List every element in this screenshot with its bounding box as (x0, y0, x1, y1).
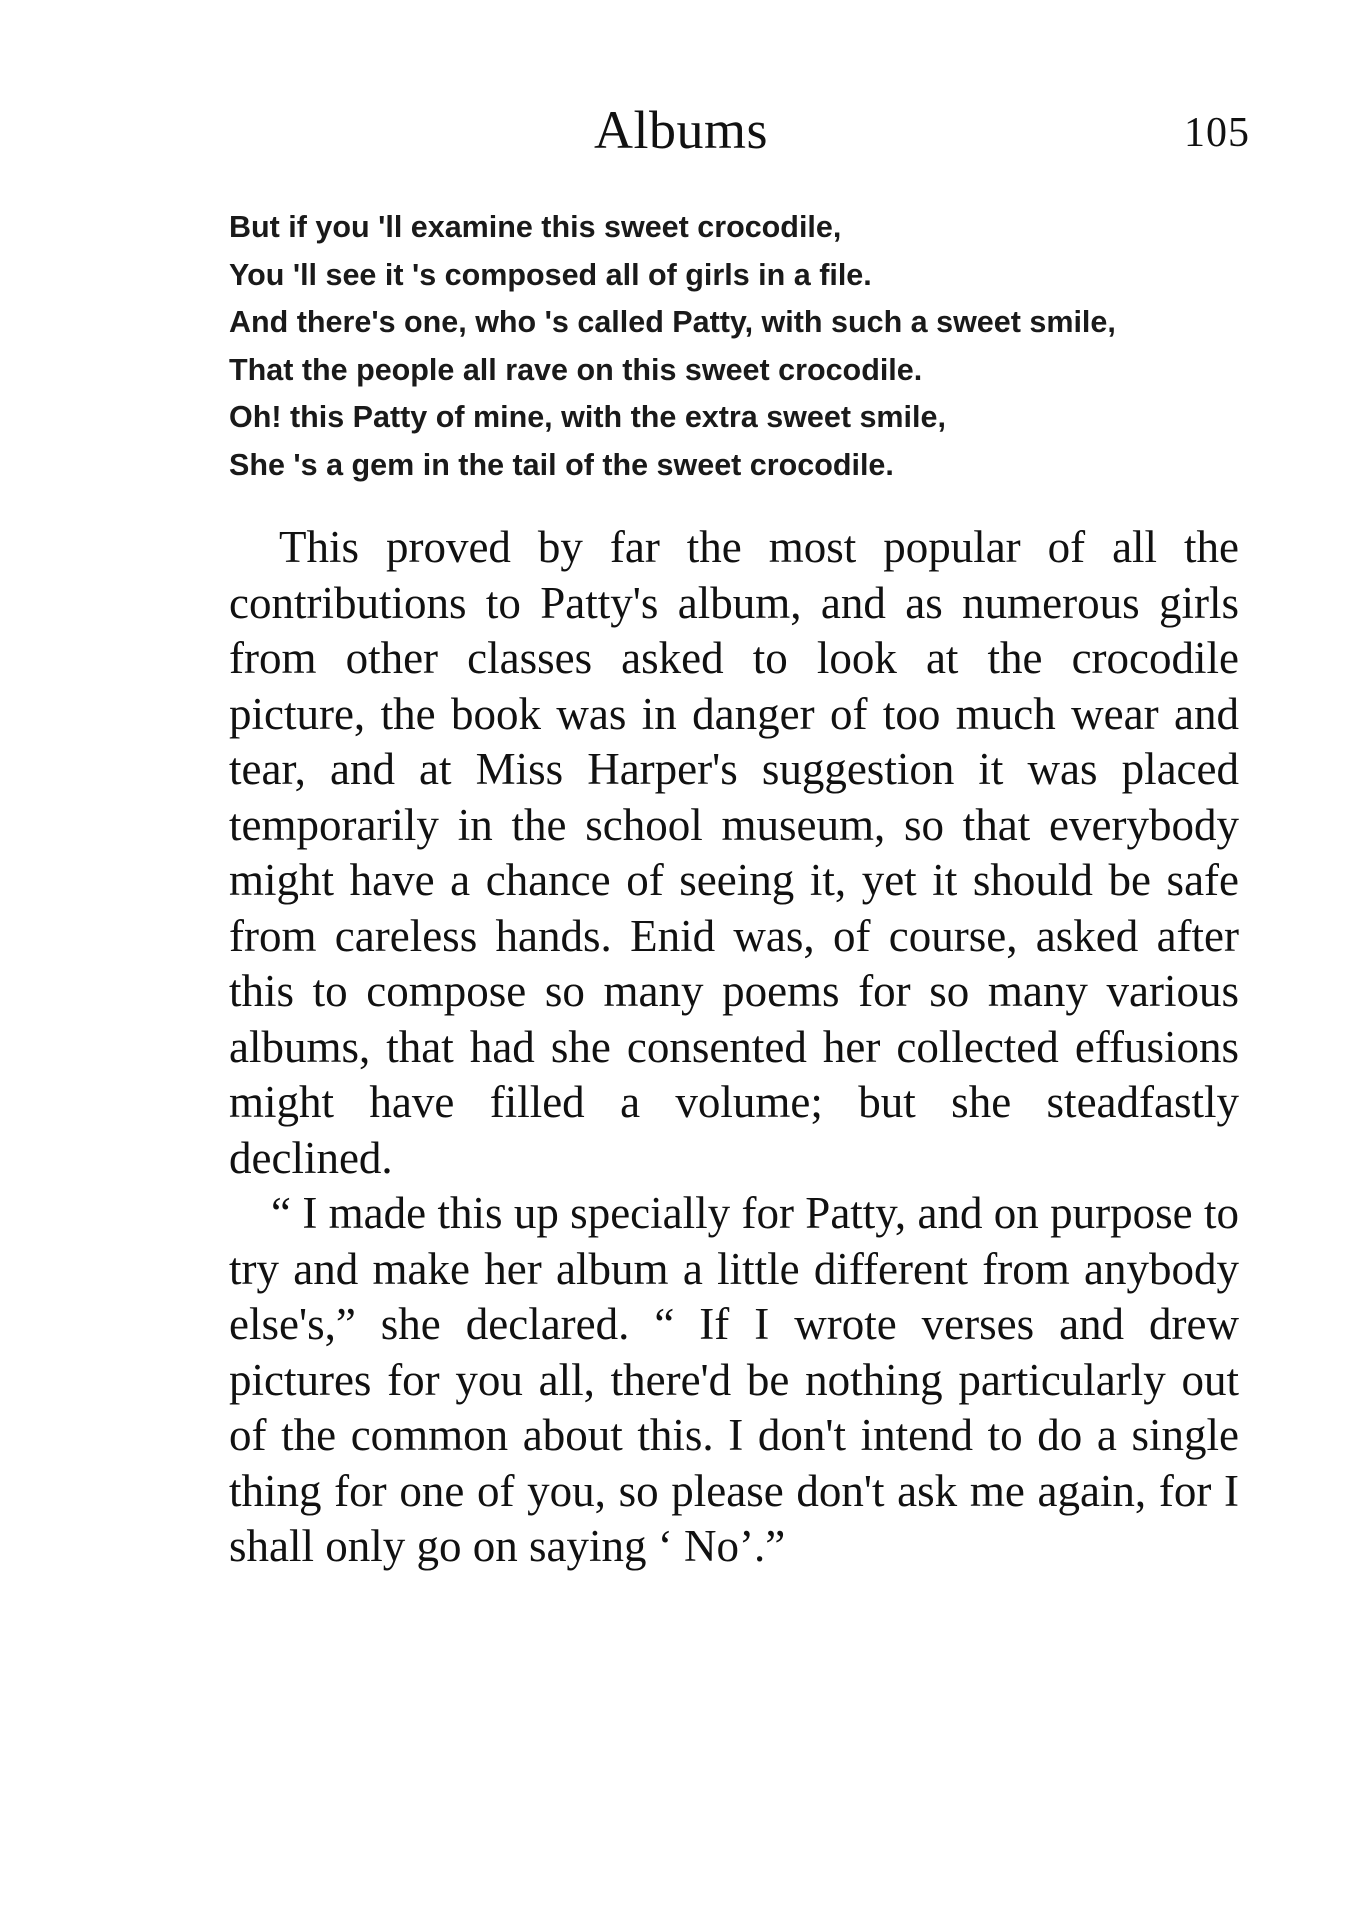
verse-line: You 'll see it 's composed all of girls in a file. (229, 257, 872, 292)
paragraph: This proved by far the most popular of all the contributions to Patty's album, and as numerous girls from other classes asked to look at the crocodile picture, the book was in danger of too much wear and tear, and at Miss Harper's suggestion it was placed temporarily in the school museum, so that everybody might have a chance of seeing it, yet it should be safe from careless hands. Enid was, of course, asked after this to compose so many poems for so many various albums, that had she consented her collected effusions might have filled a volume; but she steadfastly declined. (229, 522, 1239, 1183)
verse-line: But if you 'll examine this sweet crocodile, (229, 210, 842, 244)
verse-line: That the people all rave on this sweet crocodile. (229, 352, 923, 387)
prose-body (229, 520, 1239, 1575)
verse-line: And there's one, who 's called Patty, with such a sweet smile, (229, 305, 1116, 339)
running-title: Albums (593, 100, 769, 160)
verse-line: Oh! this Patty of mine, with the extra sweet smile, (229, 400, 946, 434)
verse-line: She 's a gem in the tail of the sweet crocodile. (229, 447, 894, 482)
verse-stanza (229, 204, 1269, 489)
page-number: 105 (1184, 110, 1250, 156)
running-head (0, 95, 1362, 165)
paragraph: “ I made this up specially for Patty, and on purpose to try and make her album a little different from anybody else's,” she declared. “ If I wrote verses and drew pictures for you all, there'd be nothing particularly out of the common about this. I don't intend to do a single thing for one of you, so please don't ask me again, for I shall only go on saying ‘ No’.” (229, 1188, 1239, 1571)
